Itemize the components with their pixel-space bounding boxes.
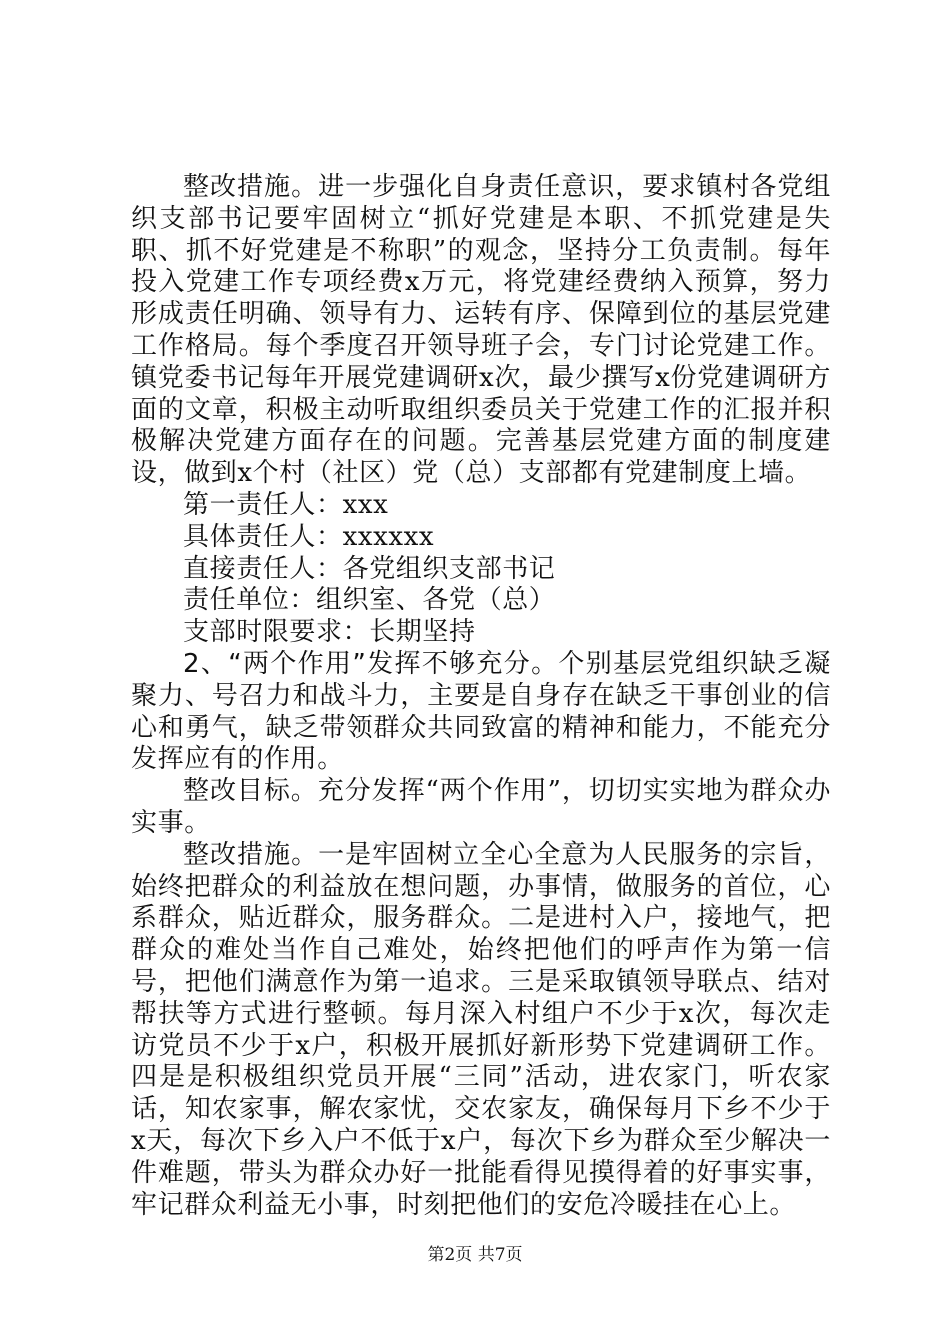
- section-body-two-roles: 个别基层党组织缺乏凝聚力、号召力和战斗力，主要是自身存在缺乏干事创业的信心和勇气，缺乏带领群众共同致富的精神和能力，不能充分发挥应有的作用。: [131, 648, 831, 775]
- paragraph-rectification-measures-1: 整改措施。进一步强化自身责任意识，要求镇村各党组织支部书记要牢固树立“抓好党建是本职、不抓党建是失职、抓不好党建是不称职”的观念，坚持分工负责制。每年投入党建工作专项经费x万元，将党建经费纳入预算，努力形成责任明确、领导有力、运转有序、保障到位的基层党建工作格局。每个季度召开领导班子会，专门讨论党建工作。镇党委书记每年开展党建调研x次，最少撰写x份党建调研方面的文章，积极主动听取组织委员关于党建工作的汇报并积极解决党建方面存在的问题。完善基层党建方面的制度建设，做到x个村（社区）党（总）支部都有党建制度上墙。: [131, 172, 831, 489]
- specific-responsible-person: 具体责任人：xxxxxx: [183, 521, 435, 552]
- direct-responsible-person: 直接责任人：各党组织支部书记: [183, 553, 556, 584]
- time-requirement: 支部时限要求：长期坚持: [183, 617, 476, 648]
- responsible-unit: 责任单位：组织室、各党（总）: [183, 585, 556, 616]
- paragraph-rectification-measures-2: 整改措施。一是牢固树立全心全意为人民服务的宗旨，始终把群众的利益放在想问题，办事情，做服务的首位，心系群众，贴近群众，服务群众。二是进村入户，接地气，把群众的难处当作自己难处，始终把他们的呼声作为第一信号，把他们满意作为第一追求。三是采取镇领导联点、结对帮扶等方式进行整顿。每月深入村组户不少于x次，每次走访党员不少于x户，积极开展抓好新形势下党建调研工作。四是是积极组织党员开展“三同”活动，进农家门，听农家话，知农家事，解农家忧，交农家友，确保每月下乡不少于x天，每次下乡入户不低于x户，每次下乡为群众至少解决一件难题，带头为群众办好一批能看得见摸得着的好事实事，牢记群众利益无小事，时刻把他们的安危冷暖挂在心上。: [131, 839, 831, 1220]
- paragraph-rectification-goal: 整改目标。充分发挥“两个作用”，切切实实地为群众办实事。: [131, 776, 831, 838]
- first-responsible-person: 第一责任人：xxx: [183, 489, 389, 520]
- section-heading-two-roles: 2、“两个作用”发挥不够充分。: [183, 648, 559, 679]
- page-footer: 第2页 共7页: [427, 1245, 523, 1265]
- paragraph-two-roles: [131, 649, 831, 776]
- document-body: [131, 172, 831, 1221]
